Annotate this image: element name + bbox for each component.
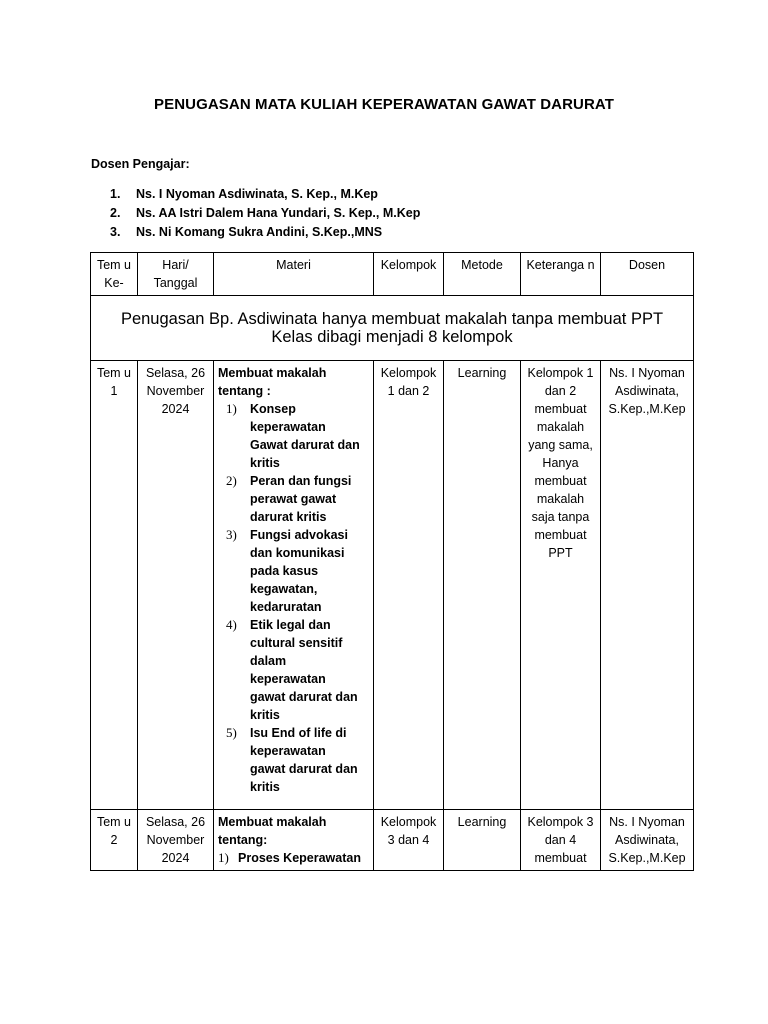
header-metode: Metode [444,253,521,296]
dosen-number: 1. [110,187,121,201]
header-keterangan: Keteranga n [521,253,601,296]
topic-list [218,400,369,806]
cell-dosen: Ns. I Nyoman Asdiwinata, S.Kep.,M.Kep [601,361,694,810]
topic-item [218,472,362,526]
dosen-item [110,224,420,243]
topic-item [218,849,369,867]
cell-kelompok: Kelompok 3 dan 4 [374,810,444,871]
dosen-name: Ns. Ni Komang Sukra Andini, S.Kep.,MNS [136,225,383,239]
cell-kelompok: Kelompok 1 dan 2 [374,361,444,810]
dosen-heading: Dosen Pengajar: [91,157,190,171]
topic-number: 1) [226,401,237,416]
topic-text: Proses Keperawatan [238,851,361,865]
topic-item [218,400,362,472]
header-materi: Materi [214,253,374,296]
dosen-number: 3. [110,225,121,239]
header-temu: Tem u Ke- [91,253,138,296]
header-hari: Hari/ Tanggal [138,253,214,296]
topic-text: Etik legal dan cultural sensitif dalam keperawatan gawat darurat dan kritis [250,618,358,722]
note-line-1: Penugasan Bp. Asdiwinata hanya membuat makalah tanpa membuat PPT [120,310,664,328]
topic-number: 2) [226,473,237,488]
topic-number: 3) [226,527,237,542]
cell-dosen: Ns. I Nyoman Asdiwinata, S.Kep.,M.Kep [601,810,694,871]
header-dosen: Dosen [601,253,694,296]
materi-intro: Membuat makalah tentang: [218,815,327,847]
page-title: PENUGASAN MATA KULIAH KEPERAWATAN GAWAT DARURAT [154,96,614,113]
cell-metode: Learning [444,361,521,810]
topic-number: 1) [218,850,229,865]
note-line-2: Kelas dibagi menjadi 8 kelompok [271,328,513,346]
cell-hari: Selasa, 26 November 2024 [138,810,214,871]
dosen-name: Ns. I Nyoman Asdiwinata, S. Kep., M.Kep [136,187,378,201]
dosen-item [110,205,420,224]
dosen-name: Ns. AA Istri Dalem Hana Yundari, S. Kep., M.Kep [136,206,421,220]
cell-materi [214,361,374,810]
dosen-number: 2. [110,206,121,220]
topic-item [218,724,362,806]
topic-text: Peran dan fungsi perawat gawat darurat kritis [250,474,352,524]
topic-number: 5) [226,725,237,740]
header-kelompok: Kelompok [374,253,444,296]
schedule-table [90,252,694,871]
dosen-list [110,186,420,243]
table-row [91,361,694,810]
cell-temu: Tem u 2 [91,810,138,871]
topic-text: Isu End of life di keperawatan gawat darurat dan kritis [250,726,358,794]
table-row [91,810,694,871]
note-cell [91,296,694,361]
cell-keterangan: Kelompok 1 dan 2 membuat makalah yang sama, Hanya membuat makalah saja tanpa membuat PPT [521,361,601,810]
topic-item [218,616,362,724]
dosen-item [110,186,420,205]
cell-metode: Learning [444,810,521,871]
table-header-row [91,253,694,296]
cell-materi [214,810,374,871]
cell-hari: Selasa, 26 November 2024 [138,361,214,810]
cell-keterangan: Kelompok 3 dan 4 membuat [521,810,601,871]
materi-intro: Membuat makalah tentang : [218,366,327,398]
topic-text: Konsep keperawatan Gawat darurat dan kritis [250,402,360,470]
topic-item [218,526,362,616]
topic-list [218,849,369,867]
topic-text: Fungsi advokasi dan komunikasi pada kasus kegawatan, kedaruratan [250,528,348,614]
topic-number: 4) [226,617,237,632]
cell-temu: Tem u 1 [91,361,138,810]
note-row [91,296,694,361]
